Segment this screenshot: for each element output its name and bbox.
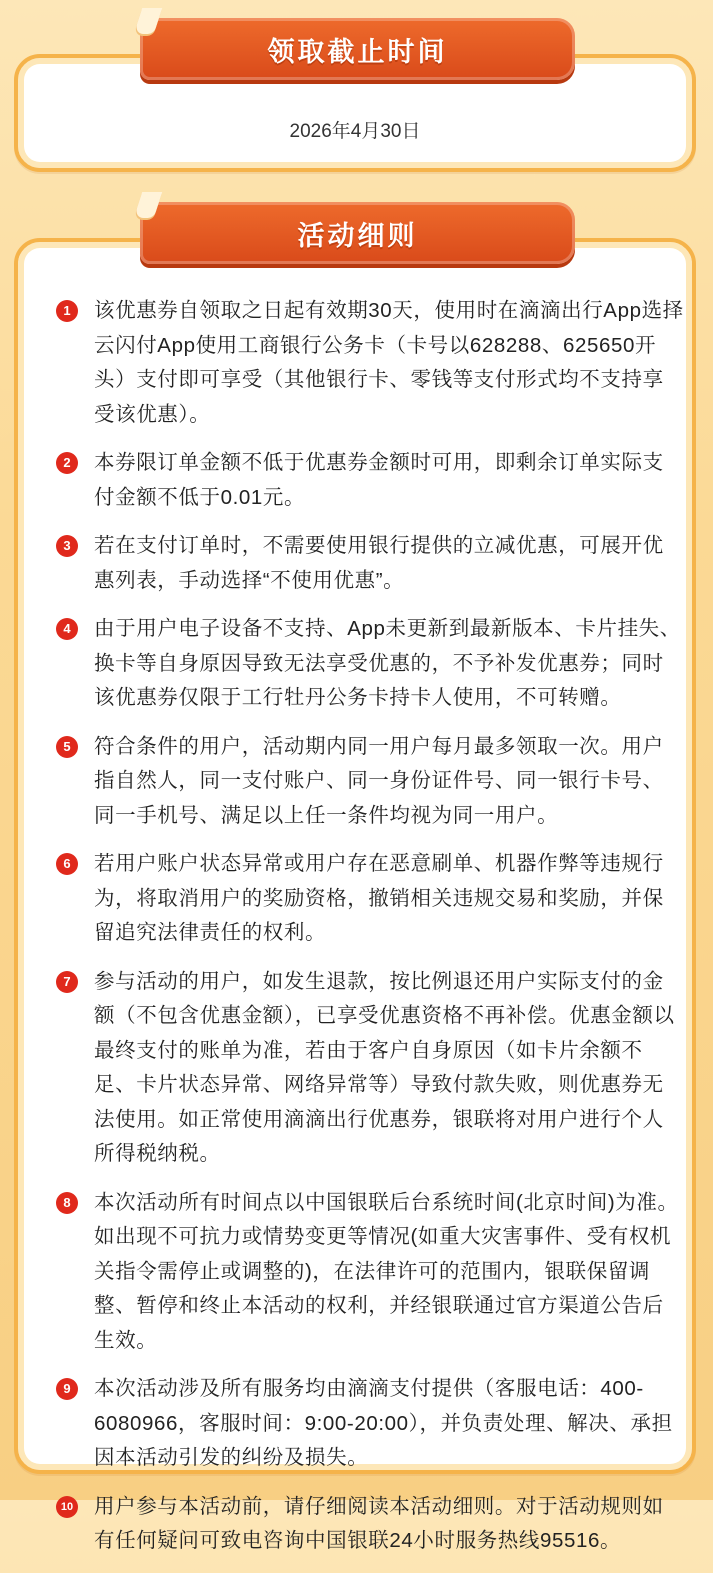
rule-item xyxy=(54,294,684,432)
rule-item xyxy=(54,529,684,598)
rule-number-badge: 9 xyxy=(56,1378,78,1400)
rule-item xyxy=(54,1186,684,1359)
rule-item xyxy=(54,446,684,515)
rule-number-badge: 10 xyxy=(56,1496,78,1518)
deadline-date: 2026年4月30日 xyxy=(289,121,421,142)
rule-number-badge: 3 xyxy=(56,535,78,557)
rules-list xyxy=(54,294,684,1573)
rule-number-badge: 1 xyxy=(56,300,78,322)
rule-text: 本次活动所有时间点以中国银联后台系统时间(北京时间)为准。如出现不可抗力或情势变更等情况(如重大灾害事件、受有权机关指令需停止或调整的)，在法律许可的范围内，银联保留调整、暂停和终止本活动的权利，并经银联通过官方渠道公告后生效。 xyxy=(94,1190,679,1352)
rule-text: 用户参与本活动前，请仔细阅读本活动细则。对于活动规则如有任何疑问可致电咨询中国银联24小时服务热线95516。 xyxy=(94,1494,664,1552)
rule-number-badge: 5 xyxy=(56,736,78,758)
rules-title: 活动细则 xyxy=(297,220,418,251)
rule-item xyxy=(54,730,684,834)
rule-number-badge: 8 xyxy=(56,1192,78,1214)
deadline-title: 领取截止时间 xyxy=(267,36,448,67)
rules-banner xyxy=(140,202,575,264)
rule-text: 若在支付订单时，不需要使用银行提供的立减优惠，可展开优惠列表，手动选择“不使用优惠”。 xyxy=(94,534,664,592)
rule-item xyxy=(54,612,684,716)
rule-text: 符合条件的用户，活动期内同一用户每月最多领取一次。用户指自然人，同一支付账户、同一身份证件号、同一银行卡号、同一手机号、满足以上任一条件均视为同一用户。 xyxy=(94,734,664,827)
rule-text: 由于用户电子设备不支持、App未更新到最新版本、卡片挂失、换卡等自身原因导致无法享受优惠的，不予补发优惠券；同时该优惠券仅限于工行牡丹公务卡持卡人使用，不可转赠。 xyxy=(94,617,681,709)
rule-number-badge: 2 xyxy=(56,452,78,474)
rule-number-badge: 6 xyxy=(56,853,78,875)
deadline-banner xyxy=(140,18,575,80)
rule-item xyxy=(54,965,684,1172)
rule-text: 本次活动涉及所有服务均由滴滴支付提供（客服电话：400-6080966，客服时间：9:00-20:00），并负责处理、解决、承担因本活动引发的纠纷及损失。 xyxy=(94,1377,673,1469)
rule-item xyxy=(54,847,684,951)
rule-text: 本券限订单金额不低于优惠券金额时可用，即剩余订单实际支付金额不低于0.01元。 xyxy=(94,451,664,509)
rules-card xyxy=(14,238,696,1552)
rule-number-badge: 4 xyxy=(56,618,78,640)
rule-text: 参与活动的用户，如发生退款，按比例退还用户实际支付的金额（不包含优惠金额），已享受优惠资格不再补偿。优惠金额以最终支付的账单为准，若由于客户自身原因（如卡片余额不足、卡片状态异常、网络异常等）导致付款失败，则优惠券无法使用。如正常使用滴滴出行优惠券，银联将对用户进行个人所得税纳税。 xyxy=(94,969,675,1165)
rule-item xyxy=(54,1372,684,1476)
rule-text: 若用户账户状态异常或用户存在恶意刷单、机器作弊等违规行为，将取消用户的奖励资格，撤销相关违规交易和奖励，并保留追究法律责任的权利。 xyxy=(94,852,664,944)
rule-number-badge: 7 xyxy=(56,971,78,993)
rule-text: 该优惠券自领取之日起有效期30天，使用时在滴滴出行App选择云闪付App使用工商银行公务卡（卡号以628288、625650开头）支付即可享受（其他银行卡、零钱等支付形式均不支持享受该优惠）。 xyxy=(94,299,684,426)
